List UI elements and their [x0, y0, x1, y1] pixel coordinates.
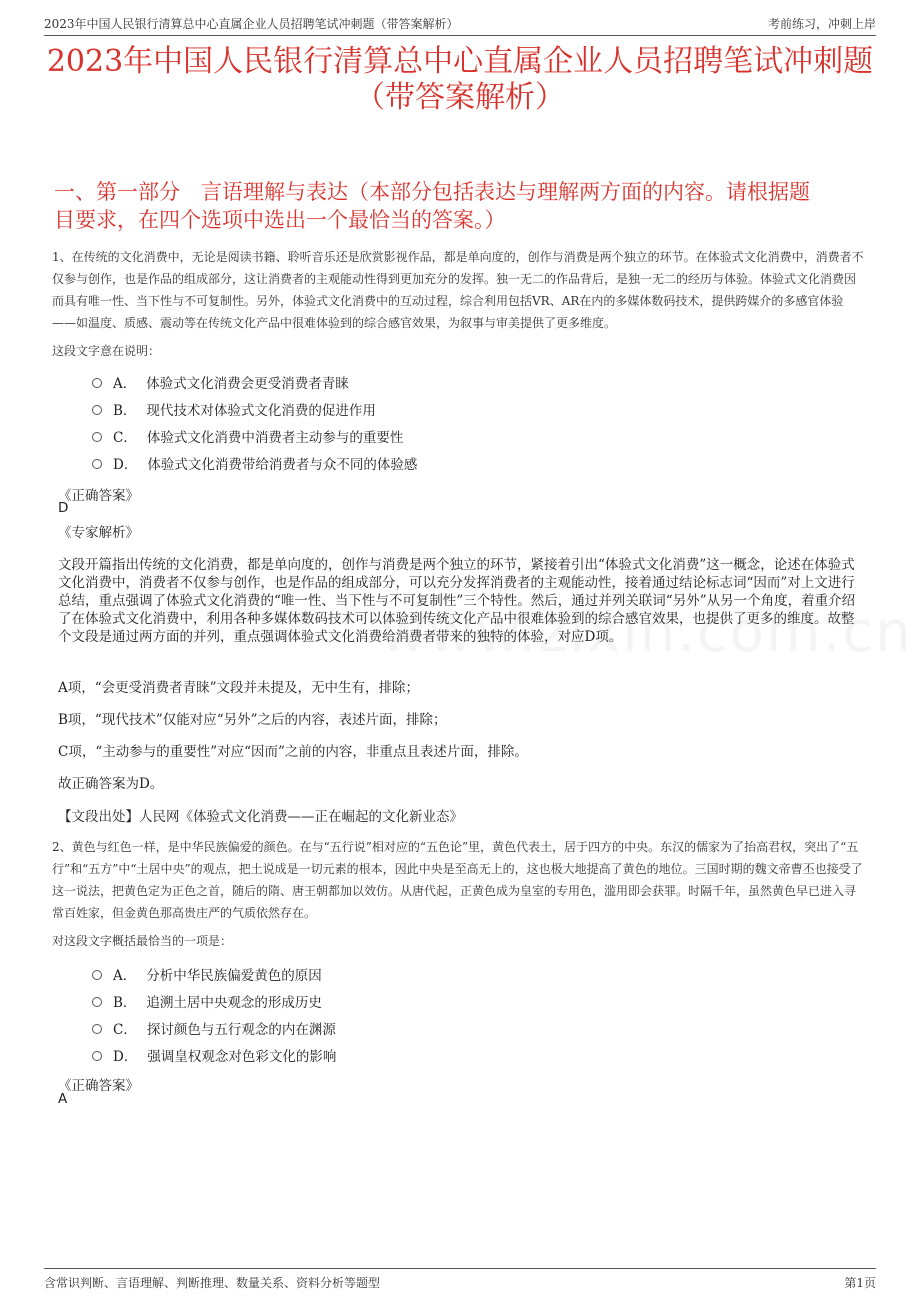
running-header-slogan: 考前练习，冲刺上岸: [767, 17, 876, 31]
section-heading-line2: 目要求，在四个选项中选出一个最恰当的答案。）: [54, 208, 506, 232]
question-1-answer: D: [58, 500, 69, 516]
page-number: 第1页: [844, 1275, 876, 1290]
question-2-answer-label: 《正确答案》: [58, 1078, 139, 1094]
option-letter: B．: [113, 402, 137, 419]
question-2-option-b[interactable]: [92, 987, 336, 1014]
question-1-option-d[interactable]: [92, 449, 417, 476]
document-title: [40, 44, 880, 116]
analysis-conclusion: 故正确答案为D。: [58, 776, 164, 792]
footer-topics: 含常识判断、言语理解、判断推理、数量关系、资料分析等题型: [44, 1275, 381, 1290]
option-text: 追溯土居中央观念的形成历史: [146, 994, 322, 1011]
analysis-source: 【文段出处】人民网《体验式文化消费——正在崛起的文化新业态》: [58, 809, 463, 825]
radio-icon[interactable]: [92, 432, 102, 442]
question-2-option-a[interactable]: [92, 960, 336, 987]
question-2-option-c[interactable]: [92, 1014, 336, 1041]
running-footer: [44, 1268, 876, 1292]
radio-icon[interactable]: [92, 405, 102, 415]
document-title-line1: 2023年中国人民银行清算总中心直属企业人员招聘笔试冲刺题: [46, 44, 874, 79]
question-1-text: 1、在传统的文化消费中，无论是阅读书籍、聆听音乐还是欣赏影视作品，都是单向度的，创作与消费是两个独立的环节。在体验式文化消费中，消费者不仅参与创作，也是作品的组成部分，这让消费者的主观能动性得到更加充分的发挥。独一无二的作品背后，是独一无二的经历与体验。体验式文化消费因而具有唯一性、当下性与不可复制性。另外，体验式文化消费中的互动过程，综合利用包括VR、AR在内的多媒体数码技术，提供跨媒介的多感官体验——如温度、质感、震动等在传统文化产品中很难体验到的综合感官效果，为叙事与审美提供了更多维度。: [52, 250, 864, 330]
section-heading-line1: 一、第一部分 言语理解与表达（本部分包括表达与理解两方面的内容。请根据题: [54, 180, 810, 204]
question-2-prompt: 对这段文字概括最恰当的一项是：: [52, 934, 233, 948]
option-letter: D．: [113, 1048, 138, 1065]
option-letter: C．: [113, 1021, 137, 1038]
question-2-text: 2、黄色与红色一样，是中华民族偏爱的颜色。在与“五行说”相对应的“五色论”里，黄色代表土，居于四方的中央。东汉的儒家为了抬高君权，突出了“五行”和“五方”中“土居中央”的观点，把土说成是一切元素的根本，因此中央是至高无上的，这也极大地提高了黄色的地位。三国时期的魏文帝曹丕也接受了这一说法，把黄色定为正色之首，随后的隋、唐王朝都加以效仿。从唐代起，正黄色成为皇室的专用色，滥用即会获罪。时隔千年，虽然黄色早已进入寻常百姓家，但金黄色那高贵庄严的气质依然存在。: [52, 840, 863, 920]
analysis-option-a: A项，“会更受消费者青睐”文段并未提及，无中生有，排除；: [58, 680, 420, 696]
question-1-prompt: 这段文字意在说明：: [52, 344, 161, 358]
option-text: 强调皇权观念对色彩文化的影响: [147, 1048, 337, 1065]
option-letter: B．: [113, 994, 137, 1011]
question-1-option-c[interactable]: [92, 422, 417, 449]
option-text: 体验式文化消费会更受消费者青睐: [146, 375, 349, 392]
analysis-option-b: B项，“现代技术”仅能对应“另外”之后的内容，表述片面，排除；: [58, 712, 447, 728]
question-2-options: [92, 960, 336, 1068]
question-1-options: [92, 368, 417, 476]
option-text: 探讨颜色与五行观念的内在渊源: [146, 1021, 336, 1038]
option-text: 体验式文化消费带给消费者与众不同的体验感: [147, 456, 418, 473]
radio-icon[interactable]: [92, 459, 102, 469]
question-1-answer-label: 《正确答案》: [58, 488, 139, 504]
radio-icon[interactable]: [92, 378, 102, 388]
question-1-analysis-label: 《专家解析》: [58, 525, 139, 541]
option-text: 体验式文化消费中消费者主动参与的重要性: [146, 429, 404, 446]
option-text: 分析中华民族偏爱黄色的原因: [146, 967, 322, 984]
question-2-option-d[interactable]: [92, 1041, 336, 1068]
radio-icon[interactable]: [92, 1024, 102, 1034]
option-text: 现代技术对体验式文化消费的促进作用: [146, 402, 376, 419]
question-1-option-b[interactable]: [92, 395, 417, 422]
radio-icon[interactable]: [92, 997, 102, 1007]
option-letter: C．: [113, 429, 137, 446]
question-1-analysis: 文段开篇指出传统的文化消费，都是单向度的，创作与消费是两个独立的环节，紧接着引出“体验式文化消费”这一概念，论述在体验式文化消费中，消费者不仅参与创作，也是作品的组成部分，可以充分发挥消费者的主观能动性，接着通过结论标志词“因而”对上文进行总结，重点强调了体验式文化消费的“唯一性、当下性与不可复制性”三个特性。然后，通过并列关联词“另外”从另一个角度，着重介绍了在体验式文化消费中，利用各种多媒体数码技术可以体验到传统文化产品中很难体验到的综合感官效果，也提供了更多的维度。故整个文段是通过两方面的并列，重点强调体验式文化消费给消费者带来的独特的体验，对应D项。: [58, 557, 856, 645]
section-heading: [54, 178, 880, 234]
option-letter: A．: [113, 375, 137, 392]
question-2-answer: A: [58, 1091, 68, 1107]
option-letter: A．: [113, 967, 137, 984]
analysis-option-c: C项，“主动参与的重要性”对应“因而”之前的内容，非重点且表述片面，排除。: [58, 744, 528, 760]
option-letter: D．: [113, 456, 138, 473]
running-header-title: 2023年中国人民银行清算总中心直属企业人员招聘笔试冲刺题（带答案解析）: [44, 17, 459, 31]
running-header: [44, 12, 876, 36]
question-1-option-a[interactable]: [92, 368, 417, 395]
radio-icon[interactable]: [92, 1051, 102, 1061]
document-title-line2: （带答案解析）: [355, 80, 565, 115]
radio-icon[interactable]: [92, 970, 102, 980]
